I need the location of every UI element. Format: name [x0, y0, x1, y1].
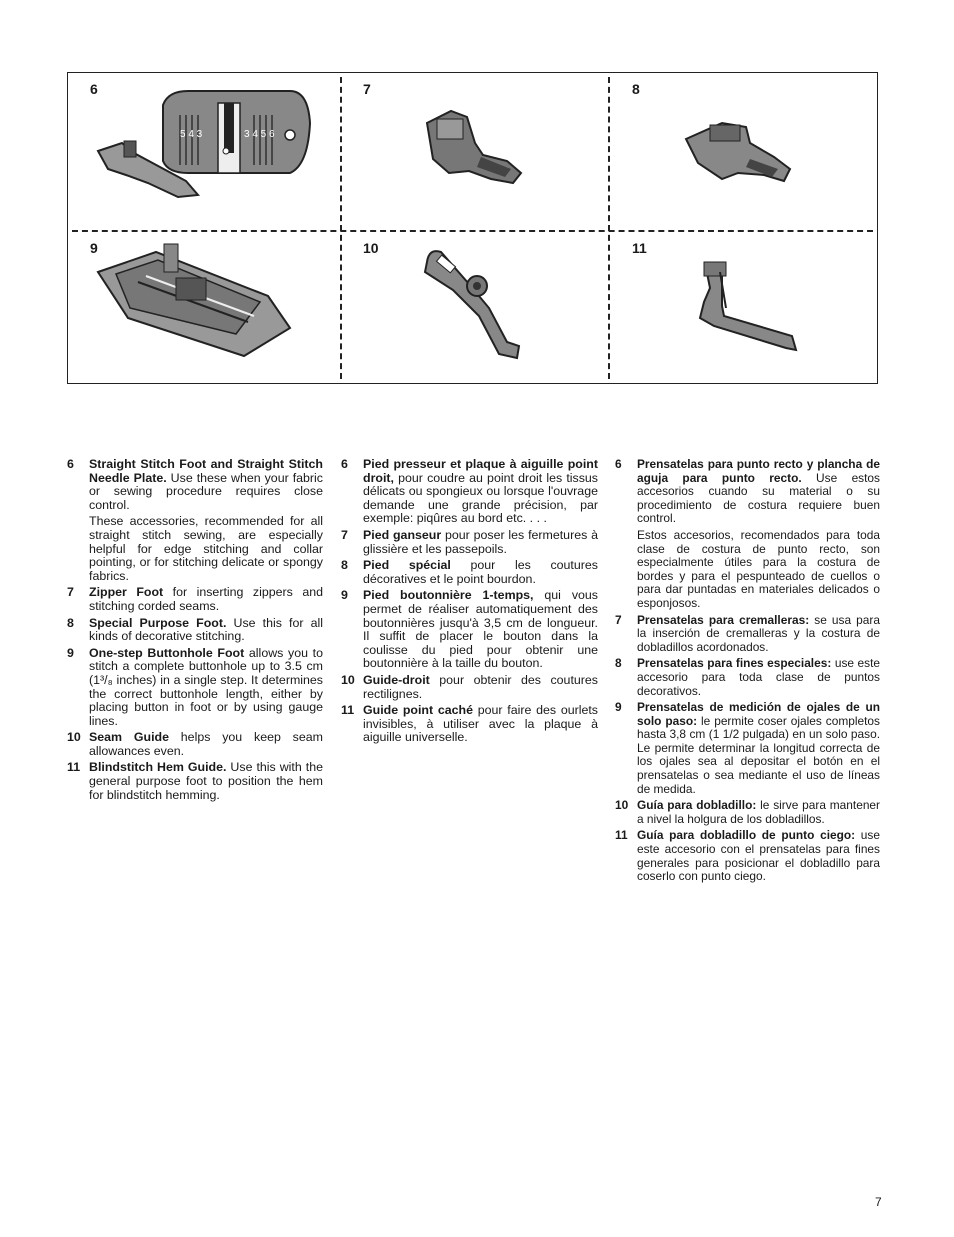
item-number: 9: [67, 645, 74, 660]
es-item-7: [615, 614, 880, 655]
item-text: qui vous permet de réaliser automatiquement des boutonnières jusqu'à 3,5 cm de longueur. Il suffit de placer le bouton dans la coulisse du pied pour obtenir une boutonnière à la taille du bouton.: [363, 588, 598, 671]
panel-8: [610, 73, 880, 229]
fr-item-6: [341, 458, 598, 526]
item-number: 11: [615, 828, 628, 843]
item-text: Use these when your fabric or sewing procedure requires close control.: [89, 470, 323, 512]
panel-11: [610, 232, 880, 388]
one-step-buttonhole-foot-icon: [68, 232, 338, 388]
item-text: pour les coutures décoratives et le point bourdon.: [363, 558, 598, 586]
english-column: [67, 458, 323, 805]
item-title: Pied boutonnière 1-temps,: [363, 588, 534, 603]
panel-6: [68, 73, 338, 229]
en-item-7: [67, 586, 323, 613]
item-title: Prensatelas de medición de ojales de un solo paso:: [637, 700, 880, 728]
panel-number: 7: [363, 81, 371, 97]
french-column: [341, 458, 598, 748]
item-title: Guide point caché: [363, 703, 473, 718]
plate-marking-right: 3 4 5 6: [244, 129, 275, 140]
zipper-foot-icon: [341, 73, 611, 229]
item-title: Special Purpose Foot.: [89, 615, 227, 630]
item-title: Blindstitch Hem Guide.: [89, 760, 227, 775]
item-text: pour poser les fermetures à glissière et les passepoils.: [363, 527, 598, 556]
item-number: 11: [67, 760, 81, 775]
item-number: 6: [615, 457, 622, 471]
es-item-6-paragraph: Estos accesorios, recomendados para toda clase de costura de punto recto, son especialmente útiles para la costura de bordes y para el pespunteado de cuellos o para dar puntadas en materiales delicados o esponjosos.: [637, 527, 880, 610]
item-text: pour obtenir des coutures rectilignes.: [363, 672, 598, 701]
es-item-10: [615, 799, 880, 826]
item-text: Use this for all kinds of decorative stitching.: [89, 615, 323, 644]
panel-9: [68, 232, 338, 388]
en-item-9: [67, 647, 323, 729]
item-title: Pied ganseur: [363, 527, 442, 542]
en-item-8: [67, 617, 323, 644]
fr-item-9: [341, 589, 598, 671]
es-item-9: [615, 701, 880, 796]
fr-item-8: [341, 559, 598, 586]
item-number: 10: [67, 730, 81, 745]
panel-7: [341, 73, 611, 229]
panel-number: 11: [632, 240, 647, 256]
item-number: 6: [341, 457, 348, 471]
special-purpose-foot-icon: [610, 73, 880, 229]
panel-10: [341, 232, 611, 388]
page-number: 7: [875, 1195, 882, 1209]
item-title: One-step Buttonhole Foot: [89, 645, 245, 660]
item-text: le sirve para mantener a nivel la holgura de los dobladillos.: [637, 798, 881, 826]
es-item-8: [615, 657, 880, 698]
item-number: 7: [615, 612, 622, 627]
item-number: 10: [341, 672, 355, 687]
item-number: 11: [341, 703, 355, 718]
straight-stitch-foot-and-needle-plate-icon: [68, 73, 338, 229]
es-item-11: [615, 829, 880, 883]
item-number: 7: [67, 585, 74, 600]
item-text: pour coudre au point droit les tissus délicats ou spongieux ou lorsque l'ouvrage demande une grande précision, par exemple: piqûres au bord etc. . . .: [363, 470, 598, 526]
plate-marking-left: 5 4 3: [180, 129, 203, 140]
item-number: 9: [615, 700, 622, 715]
panel-number: 6: [90, 81, 98, 97]
item-number: 9: [341, 588, 348, 603]
item-text: use este accesorio para toda clase de puntos decorativos.: [637, 656, 880, 698]
blindstitch-hem-guide-icon: [610, 232, 880, 388]
seam-guide-icon: [341, 232, 611, 388]
item-text: helps you keep seam allowances even.: [89, 730, 323, 758]
item-title: Prensatelas para fines especiales:: [637, 656, 832, 671]
item-number: 8: [341, 558, 348, 573]
fr-item-11: [341, 704, 598, 745]
item-title: Guía para dobladillo:: [637, 798, 757, 813]
es-item-6: [615, 458, 880, 526]
item-title: Straight Stitch Foot and Straight Stitch Needle Plate.: [89, 457, 323, 485]
item-text: use este accesorio con el prensatelas para fines generales para posicionar el dobladillo para coserlo con punto ciego.: [637, 828, 880, 884]
item-title: Prensatelas para punto recto y plancha de aguja para punto recto.: [637, 457, 880, 485]
item-number: 10: [615, 798, 629, 813]
item-text: se usa para la inserción de cremalleras y la costura de dobladillos acordonados.: [637, 612, 880, 654]
panel-number: 10: [363, 240, 379, 256]
item-text: Use estos accesorios cuando su material o su procedimiento de costura requiere buen control.: [637, 470, 880, 526]
en-item-6: [67, 458, 323, 512]
item-title: Prensatelas para cremalleras:: [637, 612, 810, 627]
fr-item-10: [341, 674, 598, 701]
panel-number: 8: [632, 81, 640, 97]
spanish-column: [615, 458, 880, 887]
en-item-10: [67, 731, 323, 758]
item-text: for inserting zippers and stitching corded seams.: [89, 585, 323, 613]
item-title: Pied spécial: [363, 558, 451, 573]
en-item-6-paragraph: These accessories, recommended for all straight stitch sewing, are especially helpful for edge stitching and collar pointing, or for stitching delicate or spongy fabrics.: [89, 514, 323, 583]
item-title: Seam Guide: [89, 730, 169, 745]
item-title: Pied presseur et plaque à aiguille point droit,: [363, 457, 598, 485]
en-item-11: [67, 761, 323, 802]
accessories-figure: [67, 72, 878, 384]
item-title: Guide-droit: [363, 672, 430, 687]
item-text: le permite coser ojales completos hasta 3,8 cm (1 1/2 pulgada) en un solo paso. Le permite determinar la longitud correcta de los ojales sea al depositar el botón en el prensatelas o sea mediante el uso de líneas de medida.: [637, 713, 880, 796]
item-number: 6: [67, 457, 74, 471]
item-text: pour faire des ourlets invisibles, à utiliser avec la plaque à aiguille universelle.: [363, 703, 599, 745]
item-number: 8: [67, 615, 74, 630]
item-number: 7: [341, 527, 348, 542]
item-title: Guía para dobladillo de punto ciego:: [637, 828, 856, 843]
item-title: Zipper Foot: [89, 585, 164, 600]
item-text: allows you to stitch a complete buttonhole up to 3.5 cm (1³/₈ inches) in a single step. It determines the correct buttonhole length, either by placing button in foot or by using gauge lines.: [89, 645, 323, 728]
item-number: 8: [615, 656, 622, 671]
panel-number: 9: [90, 240, 98, 256]
fr-item-7: [341, 529, 598, 556]
item-text: Use this with the general purpose foot to position the hem for blindstitch hemming.: [89, 760, 323, 802]
